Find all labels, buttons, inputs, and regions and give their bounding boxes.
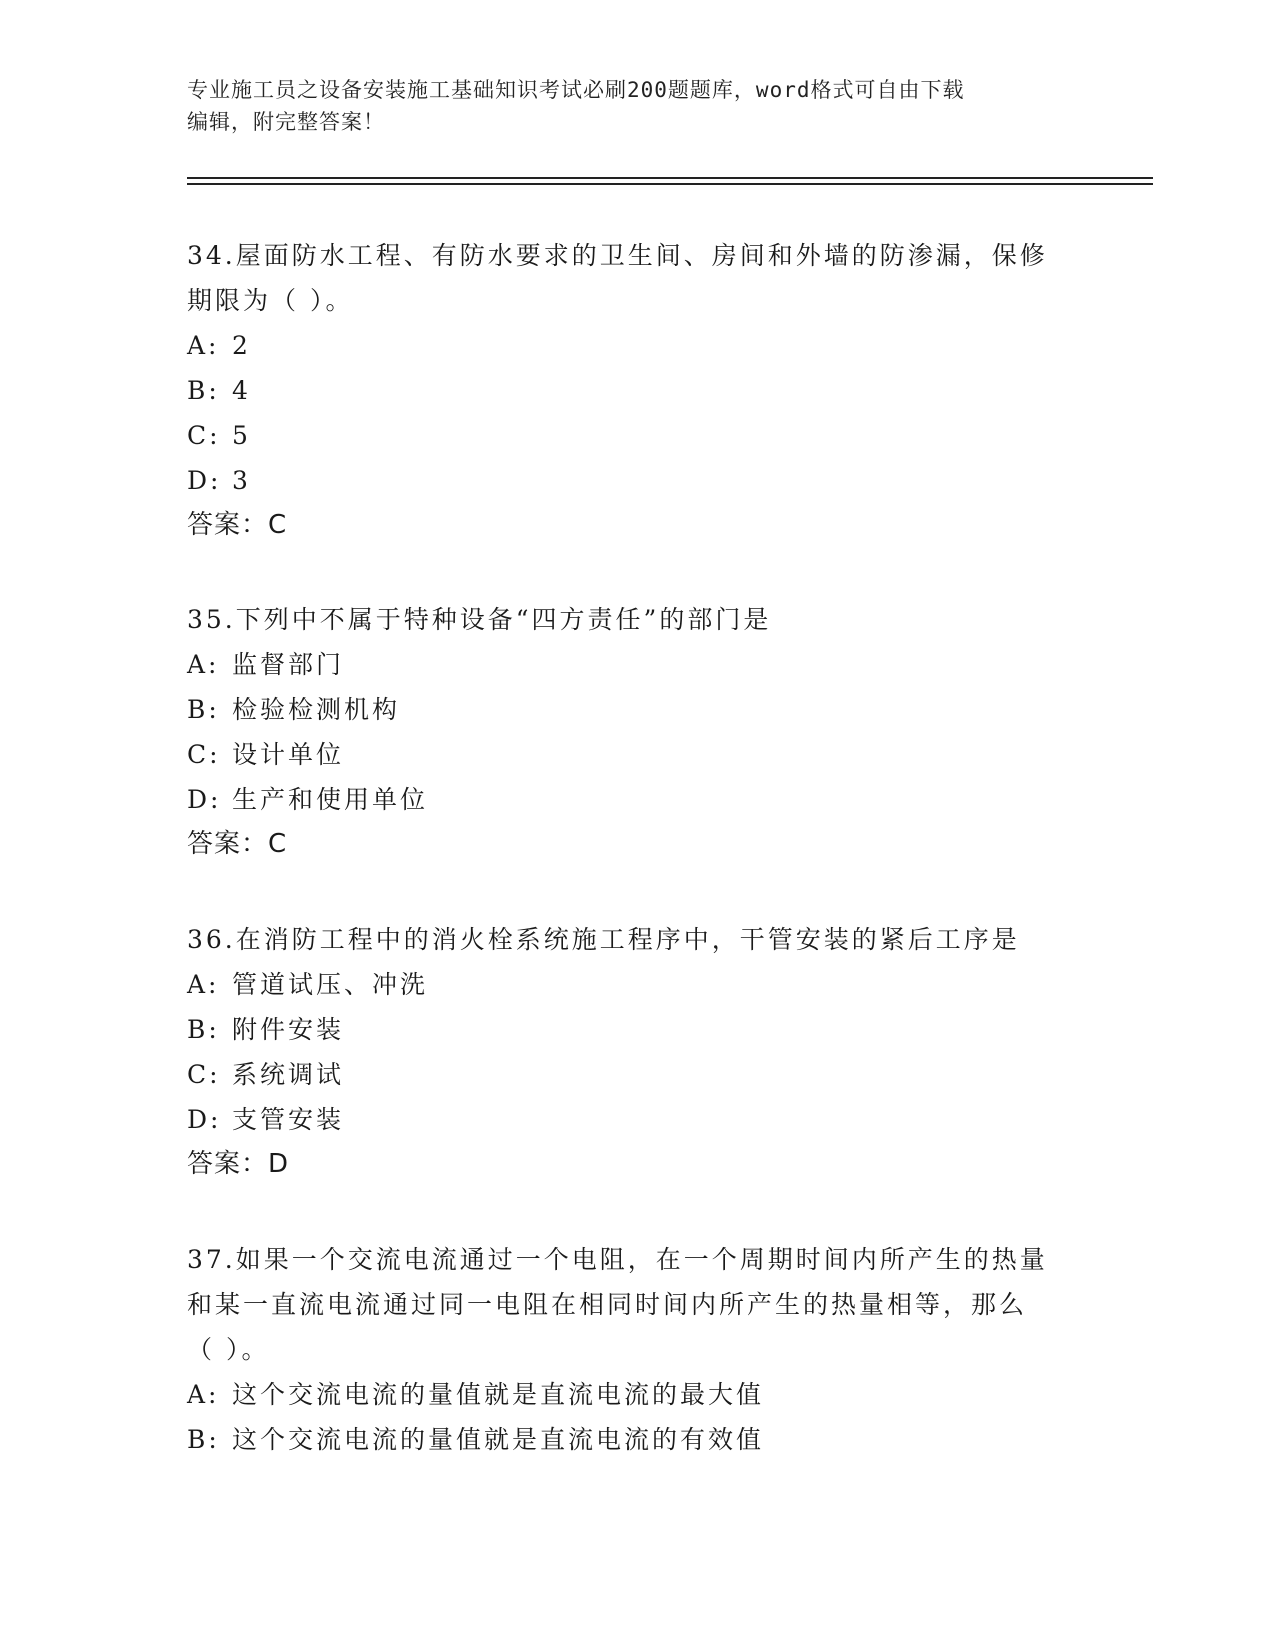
answer-line: 答案：C bbox=[187, 510, 288, 540]
option-letter: C: bbox=[187, 421, 221, 450]
option-d bbox=[187, 777, 1067, 822]
option-letter: B: bbox=[187, 695, 220, 724]
option-b bbox=[187, 1417, 1067, 1462]
option-text: 5 bbox=[232, 421, 251, 450]
option-text: 生产和使用单位 bbox=[232, 785, 429, 814]
header-divider-top bbox=[187, 177, 1153, 179]
option-letter: A: bbox=[187, 650, 220, 679]
option-text: 4 bbox=[232, 376, 251, 405]
option-letter: C: bbox=[187, 740, 221, 769]
option-letter: C: bbox=[187, 1060, 221, 1089]
option-text: 监督部门 bbox=[232, 650, 345, 679]
document-header bbox=[187, 74, 1067, 138]
option-letter: A: bbox=[187, 970, 220, 999]
question-text-line: 35.下列中不属于特种设备“四方责任”的部门是 bbox=[187, 605, 772, 634]
option-letter: A: bbox=[187, 1380, 220, 1409]
question-text-line: 37.如果一个交流电流通过一个电阻，在一个周期时间内所产生的热量 bbox=[187, 1245, 1048, 1274]
option-text: 附件安装 bbox=[232, 1015, 345, 1044]
question-text-line: （ ）。 bbox=[187, 1335, 270, 1364]
question-37 bbox=[187, 1237, 1067, 1462]
question-36 bbox=[187, 917, 1067, 1187]
question-text-line: 36.在消防工程中的消火栓系统施工程序中，干管安装的紧后工序是 bbox=[187, 925, 1020, 954]
option-a bbox=[187, 1372, 1067, 1417]
header-divider-bottom bbox=[187, 183, 1153, 185]
option-b bbox=[187, 368, 1067, 413]
answer-line: 答案：C bbox=[187, 829, 288, 859]
header-title-line-1: 专业施工员之设备安装施工基础知识考试必刷200题题库，word格式可自由下载 bbox=[187, 78, 965, 102]
question-text-line: 和某一直流电流通过同一电阻在相同时间内所产生的热量相等，那么 bbox=[187, 1290, 1028, 1319]
question-text-line: 34.屋面防水工程、有防水要求的卫生间、房间和外墙的防渗漏，保修 bbox=[187, 241, 1048, 270]
option-d bbox=[187, 458, 1067, 503]
option-b bbox=[187, 1007, 1067, 1052]
option-c bbox=[187, 732, 1067, 777]
option-letter: B: bbox=[187, 1015, 220, 1044]
option-text: 管道试压、冲洗 bbox=[232, 970, 429, 999]
option-letter: B: bbox=[187, 376, 220, 405]
option-text: 系统调试 bbox=[232, 1060, 345, 1089]
option-text: 2 bbox=[232, 331, 251, 360]
question-35 bbox=[187, 597, 1067, 867]
option-c bbox=[187, 1052, 1067, 1097]
option-text: 检验检测机构 bbox=[232, 695, 401, 724]
header-title-line-2: 编辑，附完整答案！ bbox=[187, 110, 385, 134]
option-letter: D: bbox=[187, 1105, 222, 1134]
question-34 bbox=[187, 233, 1067, 548]
option-b bbox=[187, 687, 1067, 732]
option-text: 支管安装 bbox=[232, 1105, 345, 1134]
option-a bbox=[187, 642, 1067, 687]
question-text-line: 期限为（ ）。 bbox=[187, 286, 354, 315]
option-a bbox=[187, 323, 1067, 368]
option-text: 设计单位 bbox=[232, 740, 345, 769]
option-letter: A: bbox=[187, 331, 220, 360]
option-letter: B: bbox=[187, 1425, 220, 1454]
option-letter: D: bbox=[187, 466, 222, 495]
answer-line: 答案：D bbox=[187, 1149, 290, 1179]
option-text: 这个交流电流的量值就是直流电流的最大值 bbox=[232, 1380, 765, 1409]
option-d bbox=[187, 1097, 1067, 1142]
option-c bbox=[187, 413, 1067, 458]
option-text: 这个交流电流的量值就是直流电流的有效值 bbox=[232, 1425, 765, 1454]
option-a bbox=[187, 962, 1067, 1007]
option-letter: D: bbox=[187, 785, 222, 814]
option-text: 3 bbox=[232, 466, 251, 495]
